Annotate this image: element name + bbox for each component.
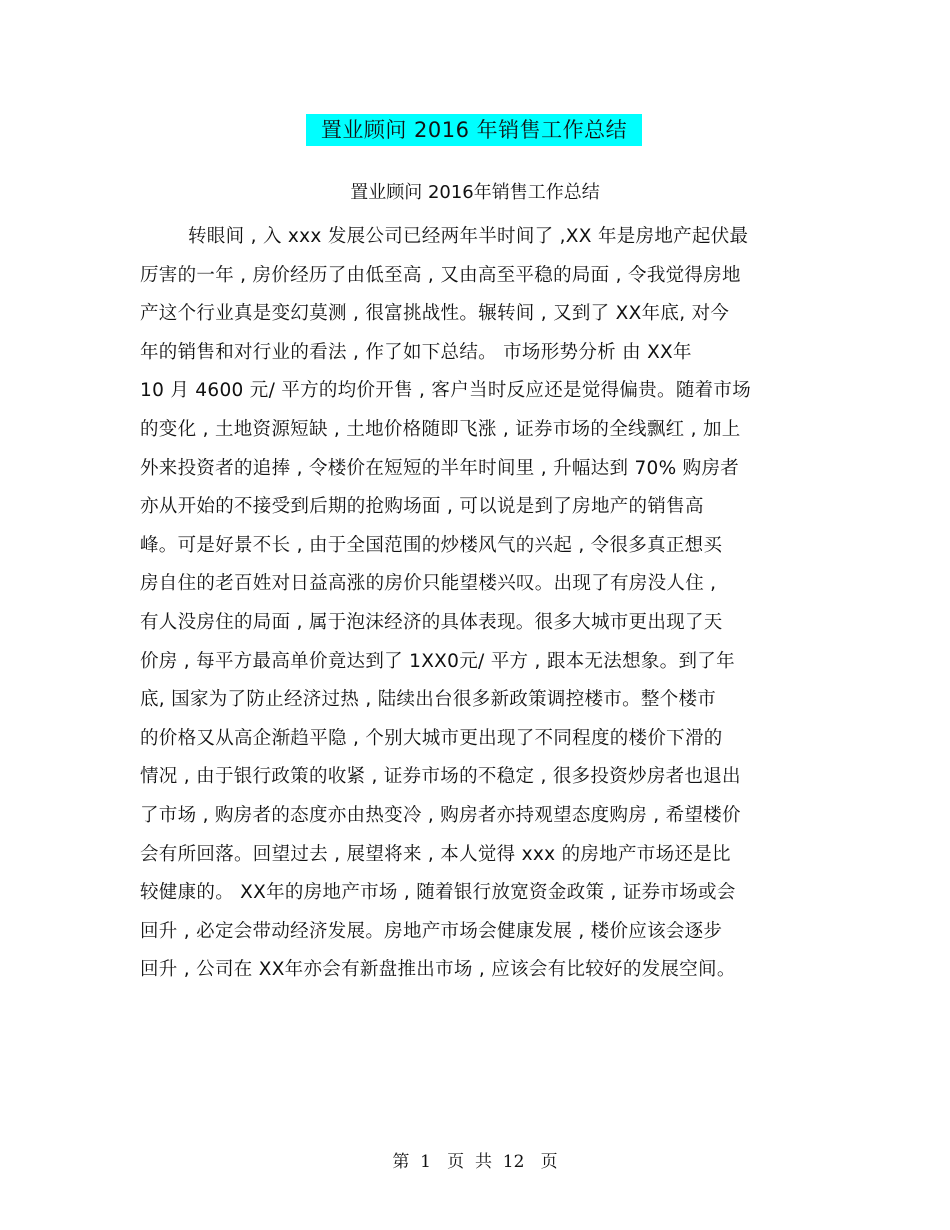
document-body: [140, 218, 820, 990]
body-line: 了市场 , 购房者的态度亦由热变冷 , 购房者亦持观望态度购房 , 希望楼价: [140, 804, 741, 826]
page-number-footer: 第 1 页 共 12 页: [392, 1152, 558, 1172]
body-line: 10 月 4600 元/ 平方的均价开售 , 客户当时反应还是觉得偏贵。随着市场: [140, 380, 752, 402]
body-line: 转眼间 , 入 xxx 发展公司已经两年半时间了 ,XX 年是房地产起伏最: [188, 226, 749, 247]
body-line: 有人没房住的局面 , 属于泡沫经济的具体表现。很多大城市更出现了天: [140, 611, 723, 633]
body-line: 的价格又从高企渐趋平隐 , 个别大城市更出现了不同程度的楼价下滑的: [140, 727, 723, 749]
body-line: 外来投资者的追捧 , 令楼价在短短的半年时间里 , 升幅达到 70% 购房者: [140, 457, 740, 479]
body-line: 情况 , 由于银行政策的收紧 , 证券市场的不稳定 , 很多投资炒房者也退出: [140, 766, 741, 788]
body-line: 价房 , 每平方最高单价竟达到了 1XX0元/ 平方 , 跟本无法想象。到了年: [140, 650, 735, 672]
body-line: 会有所回落。回望过去 , 展望将来 , 本人觉得 xxx 的房地产市场还是比: [140, 843, 731, 865]
body-line: 产这个行业真是变幻莫测 , 很富挑战性。辗转间 , 又到了 XX年底, 对今: [140, 303, 730, 325]
body-line: 房自住的老百姓对日益高涨的房价只能望楼兴叹。出现了有房没人住 ,: [140, 573, 717, 595]
body-line: 底, 国家为了防止经济过热 , 陆续出台很多新政策调控楼市。整个楼市: [140, 689, 717, 711]
body-line: 回升 , 必定会带动经济发展。房地产市场会健康发展 , 楼价应该会逐步: [140, 920, 723, 942]
body-line: 年的销售和对行业的看法 , 作了如下总结。 市场形势分析 由 XX年: [140, 341, 692, 363]
body-line: 峰。可是好景不长 , 由于全国范围的炒楼风气的兴起 , 令很多真正想买: [140, 534, 723, 556]
body-line: 亦从开始的不接受到后期的抢购场面 , 可以说是到了房地产的销售高: [140, 496, 704, 518]
document-subtitle: 置业顾问 2016年销售工作总结: [350, 182, 600, 203]
body-line: 回升 , 公司在 XX年亦会有新盘推出市场 , 应该会有比较好的发展空间。: [140, 959, 736, 981]
body-line: 厉害的一年 , 房价经历了由低至高 , 又由高至平稳的局面 , 令我觉得房地: [140, 264, 741, 286]
document-title: 置业顾问 2016 年销售工作总结: [306, 114, 642, 146]
body-line: 的变化 , 土地资源短缺 , 土地价格随即飞涨 , 证券市场的全线飘红 , 加上: [140, 418, 741, 440]
body-line: 较健康的。 XX年的房地产市场 , 随着银行放宽资金政策 , 证券市场或会: [140, 882, 736, 904]
